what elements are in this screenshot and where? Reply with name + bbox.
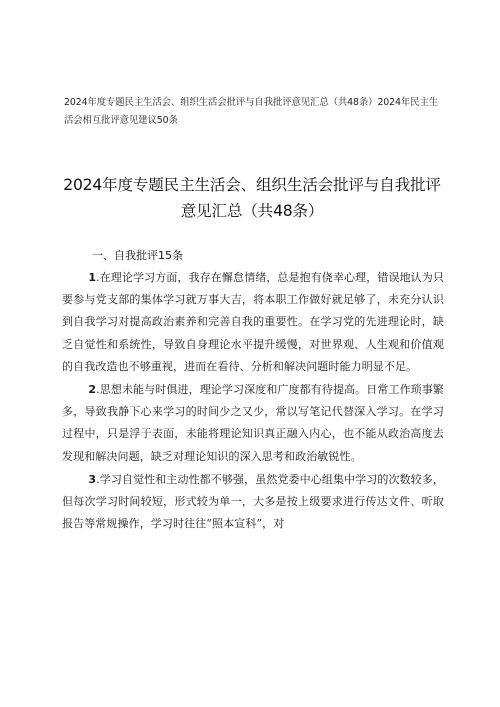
paragraph-3 — [62, 469, 444, 536]
paragraph-text: .思想未能与时俱进，理论学习深度和广度都有待提高。日常工作琐事繁多，导致我静下心来学习的时间少之又少，常以写笔记代替深入学习。在学习过程中，只是浮于表面，未能将理论知识真正融入内心，也不能从政治高度去发现和解决问题，缺乏对理论知识的深入思考和政治敏锐性。 — [62, 383, 444, 463]
document-title: 2024年度专题民主生活会、组织生活会批评与自我批评意见汇总（共48条） — [63, 176, 441, 220]
paragraph-text: .学习自觉性和主动性都不够强，虽然党委中心组集中学习的次数较多，但每次学习时间较短，形式较为单一，大多是按上级要求进行传达文件、听取报告等常规操作，学习时往往“照本宣科”，对 — [62, 472, 444, 531]
paragraph-2 — [62, 379, 444, 468]
paragraph-number: 3 — [88, 472, 97, 486]
paragraph-text: .在理论学习方面，我存在懈怠情绪，总是抱有侥幸心理，错误地认为只要参与党支部的集体学习就万事大吉，将本职工作做好就足够了，未充分认识到自我学习对提高政治素养和完善自我的重要性。在学习党的先进理论时，缺乏自觉性和系统性，导致自身理论水平提升缓慢，对世界观、人生观和价值观的自我改造也不够重视，进而在看待、分析和解决问题时能力明显不足。 — [62, 271, 444, 373]
paragraph-number: 2 — [88, 383, 97, 397]
paragraph-number: 1 — [88, 271, 97, 284]
section-heading: 一、自我批评15条 — [92, 249, 183, 262]
paragraph-1 — [62, 267, 444, 378]
header-note: 2024年度专题民主生活会、组织生活会批评与自我批评意见汇总（共48条）2024年民主生活会相互批评意见建议50条 — [64, 97, 439, 126]
body-text — [62, 267, 444, 536]
